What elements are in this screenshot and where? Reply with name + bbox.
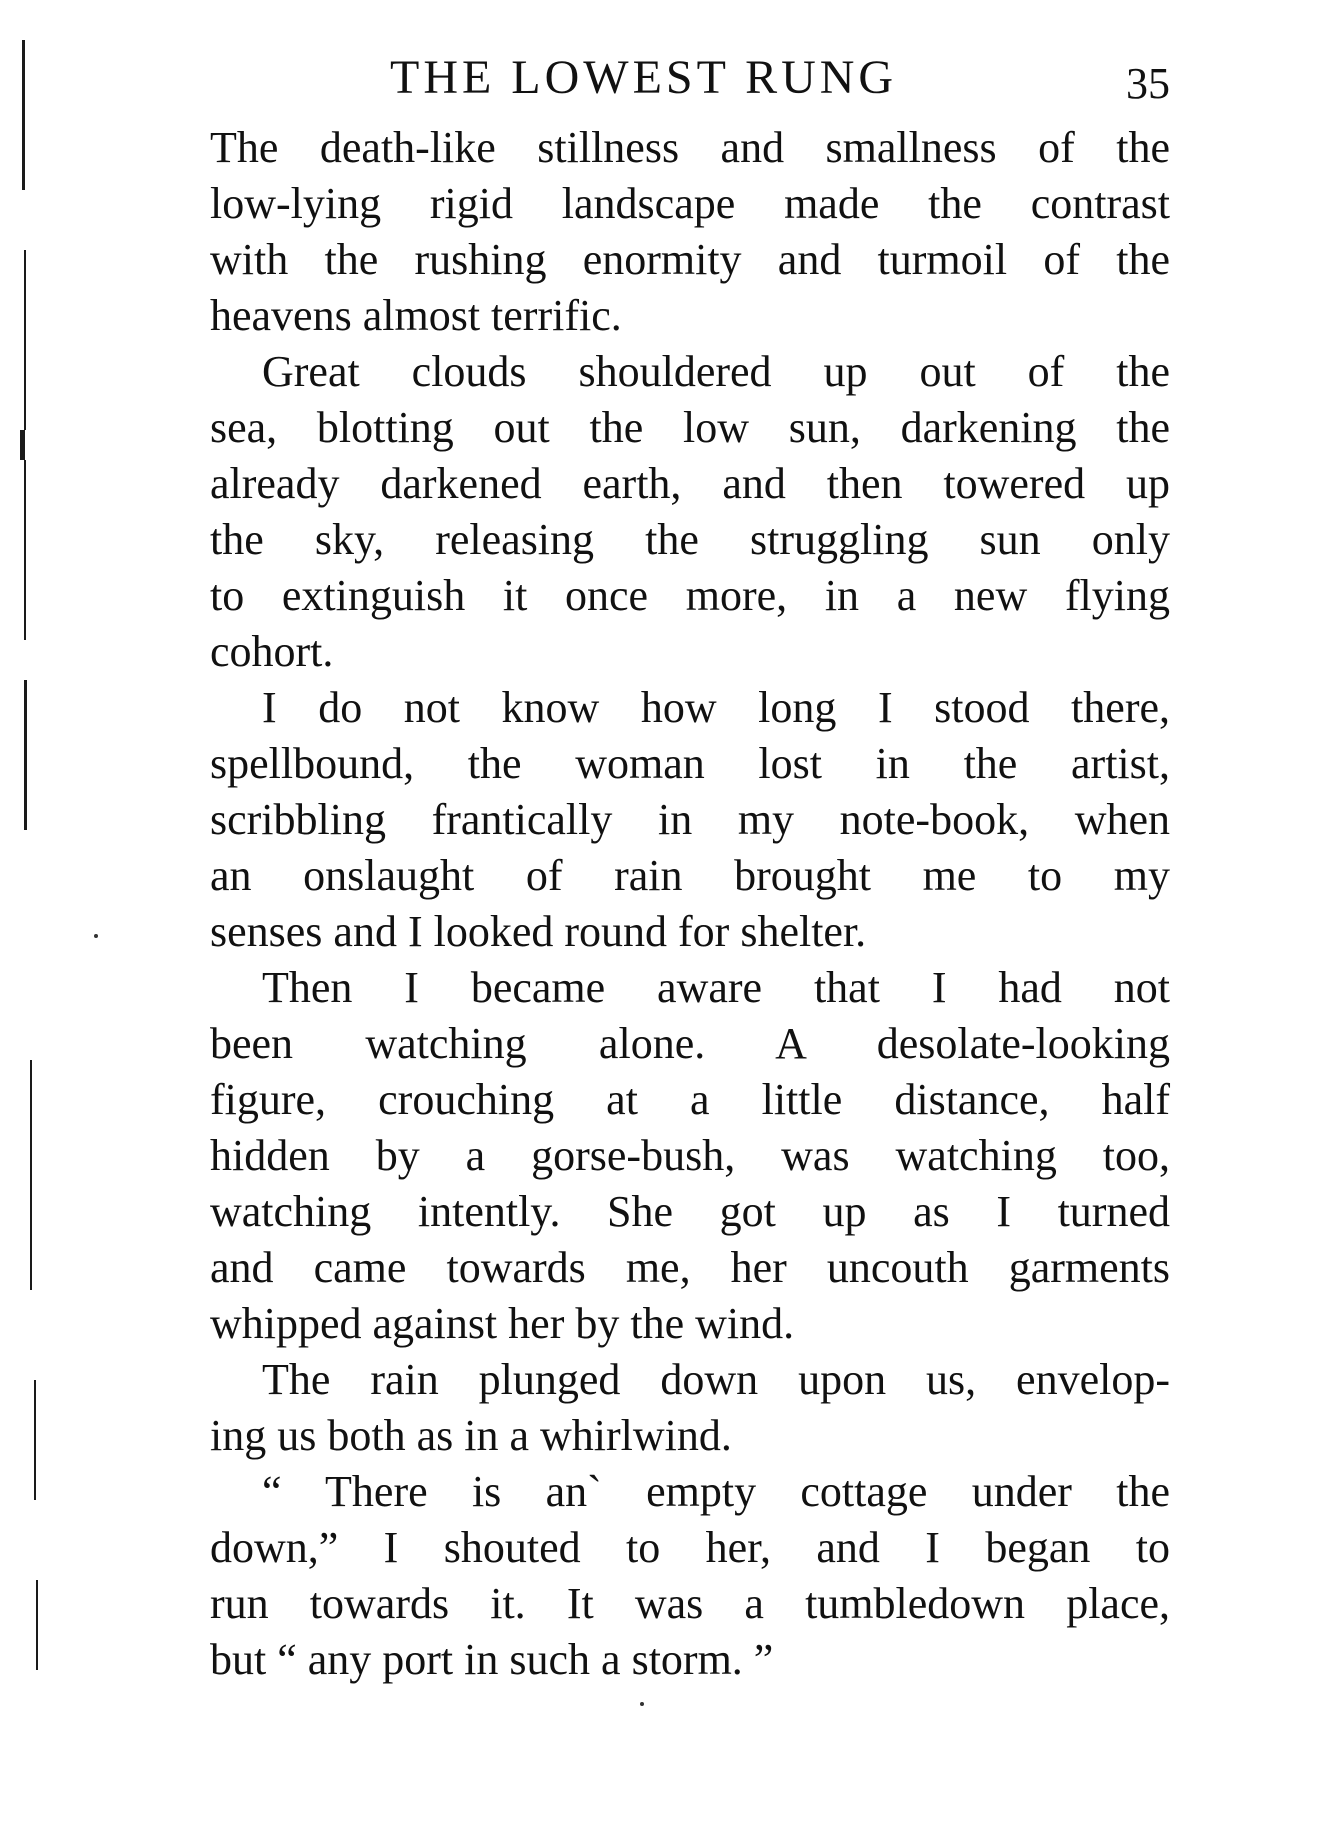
text-line: heavens almost terrific. <box>210 291 622 340</box>
text-line: low-lying rigid landscape made the contrast <box>210 179 1170 228</box>
text-line: ing us both as in a whirlwind. <box>210 1411 732 1460</box>
scan-gutter-mark <box>34 1380 36 1500</box>
text-line: but “ any port in such a storm. ” <box>210 1635 774 1684</box>
running-head <box>210 48 1170 108</box>
text-line: The rain plunged down upon us, envelop- <box>262 1355 1170 1404</box>
text-line: already darkened earth, and then towered up <box>210 459 1170 508</box>
paragraph <box>210 344 1170 680</box>
scan-gutter-mark <box>24 250 26 430</box>
scan-gutter-mark <box>20 430 25 460</box>
text-line: cohort. <box>210 627 334 676</box>
text-line: watching intently. She got up as I turned <box>210 1187 1170 1236</box>
text-line: an onslaught of rain brought me to my <box>210 851 1170 900</box>
scan-speck <box>640 1702 644 1706</box>
paragraph <box>210 120 1170 344</box>
text-line: sea, blotting out the low sun, darkening the <box>210 403 1170 452</box>
text-line: Then I became aware that I had not <box>262 963 1170 1012</box>
paragraph <box>210 680 1170 960</box>
text-line: figure, crouching at a little distance, half <box>210 1075 1170 1124</box>
text-line: run towards it. It was a tumbledown place, <box>210 1579 1170 1628</box>
paragraph <box>210 1352 1170 1464</box>
text-line: I do not know how long I stood there, <box>262 683 1170 732</box>
text-line: been watching alone. A desolate-looking <box>210 1019 1170 1068</box>
paragraph <box>210 960 1170 1352</box>
paragraph <box>210 1464 1170 1688</box>
text-line: down,” I shouted to her, and I began to <box>210 1523 1170 1572</box>
text-line: with the rushing enormity and turmoil of the <box>210 235 1170 284</box>
text-line: whipped against her by the wind. <box>210 1299 795 1348</box>
text-line: scribbling frantically in my note-book, when <box>210 795 1170 844</box>
text-line: spellbound, the woman lost in the artist, <box>210 739 1170 788</box>
scan-gutter-mark <box>36 1580 38 1670</box>
scan-speck <box>94 934 98 938</box>
text-line: senses and I looked round for shelter. <box>210 907 867 956</box>
text-line: “ There is an` empty cottage under the <box>262 1467 1170 1516</box>
scan-gutter-mark <box>24 680 27 830</box>
text-line: the sky, releasing the struggling sun only <box>210 515 1170 564</box>
text-line: hidden by a gorse-bush, was watching too, <box>210 1131 1170 1180</box>
text-line: Great clouds shouldered up out of the <box>262 347 1170 396</box>
running-title: THE LOWEST RUNG <box>390 51 898 104</box>
scan-gutter-mark <box>24 460 26 640</box>
page-number: 35 <box>1126 59 1170 108</box>
text-line: to extinguish it once more, in a new flying <box>210 571 1170 620</box>
body-text <box>210 120 1170 1688</box>
scan-gutter-mark <box>30 1060 32 1290</box>
text-line: The death-like stillness and smallness of the <box>210 123 1170 172</box>
text-line: and came towards me, her uncouth garments <box>210 1243 1170 1292</box>
scan-gutter-mark <box>22 40 25 190</box>
